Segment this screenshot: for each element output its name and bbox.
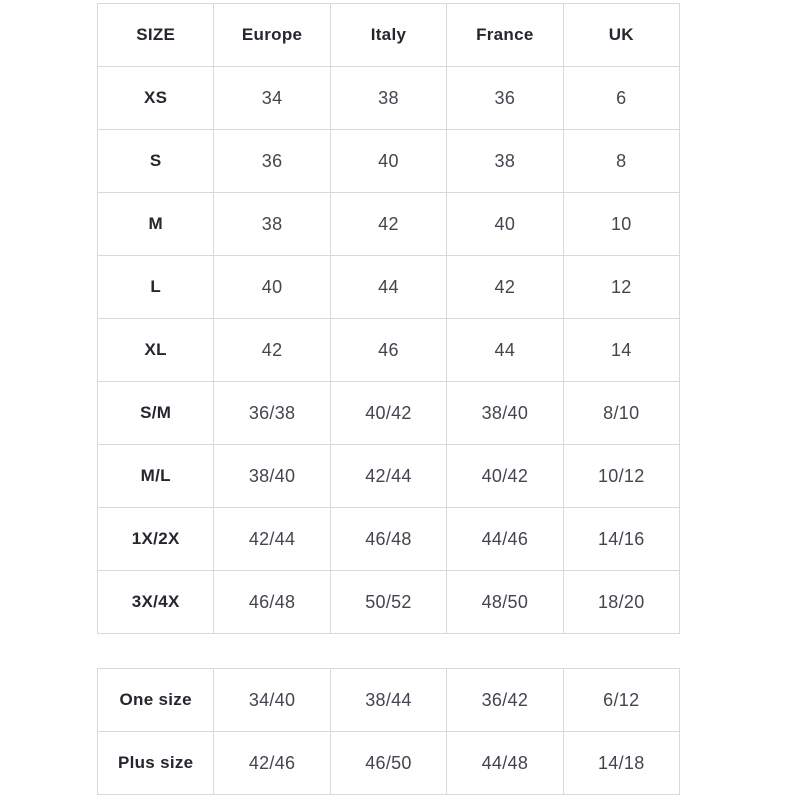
size-value: 50/52	[330, 571, 446, 634]
special-sizes-table	[97, 668, 680, 795]
size-row-s-m	[98, 382, 680, 445]
size-value: 14/16	[563, 508, 679, 571]
size-row-one-size	[98, 669, 680, 732]
size-label: 3X/4X	[98, 571, 214, 634]
size-value: 42/44	[330, 445, 446, 508]
size-value: 38	[330, 67, 446, 130]
header-row	[98, 4, 680, 67]
column-header-uk: UK	[563, 4, 679, 67]
size-row-1x-2x	[98, 508, 680, 571]
size-value: 42	[447, 256, 563, 319]
size-value: 42/44	[214, 508, 330, 571]
size-value: 14	[563, 319, 679, 382]
size-value: 36/38	[214, 382, 330, 445]
size-value: 38/40	[447, 382, 563, 445]
size-table-header	[98, 4, 680, 67]
size-value: 48/50	[447, 571, 563, 634]
size-row-plus-size	[98, 732, 680, 795]
size-value: 46	[330, 319, 446, 382]
size-row-xs	[98, 67, 680, 130]
column-header-italy: Italy	[330, 4, 446, 67]
size-value: 8	[563, 130, 679, 193]
size-value: 44	[447, 319, 563, 382]
size-label: S/M	[98, 382, 214, 445]
size-value: 38/40	[214, 445, 330, 508]
size-value: 14/18	[563, 732, 679, 795]
size-value: 44/48	[447, 732, 563, 795]
size-value: 12	[563, 256, 679, 319]
size-value: 18/20	[563, 571, 679, 634]
size-value: 40	[214, 256, 330, 319]
special-sizes-body	[98, 669, 680, 795]
size-value: 36/42	[447, 669, 563, 732]
size-value: 42	[214, 319, 330, 382]
column-header-size: SIZE	[98, 4, 214, 67]
size-value: 36	[214, 130, 330, 193]
size-table-body	[98, 67, 680, 634]
size-value: 46/48	[214, 571, 330, 634]
size-value: 10/12	[563, 445, 679, 508]
size-value: 42/46	[214, 732, 330, 795]
size-value: 40/42	[447, 445, 563, 508]
size-label: One size	[98, 669, 214, 732]
size-row-m	[98, 193, 680, 256]
size-value: 34	[214, 67, 330, 130]
size-row-l	[98, 256, 680, 319]
size-value: 36	[447, 67, 563, 130]
size-row-m-l	[98, 445, 680, 508]
size-value: 38/44	[330, 669, 446, 732]
size-label: XL	[98, 319, 214, 382]
size-value: 40	[330, 130, 446, 193]
size-value: 38	[214, 193, 330, 256]
size-value: 8/10	[563, 382, 679, 445]
size-value: 38	[447, 130, 563, 193]
size-label: S	[98, 130, 214, 193]
size-label: L	[98, 256, 214, 319]
size-row-xl	[98, 319, 680, 382]
size-value: 42	[330, 193, 446, 256]
size-value: 34/40	[214, 669, 330, 732]
size-row-s	[98, 130, 680, 193]
size-label: M/L	[98, 445, 214, 508]
size-value: 44/46	[447, 508, 563, 571]
size-label: XS	[98, 67, 214, 130]
size-value: 6/12	[563, 669, 679, 732]
size-conversion-table	[97, 3, 680, 634]
size-value: 44	[330, 256, 446, 319]
size-value: 10	[563, 193, 679, 256]
size-row-3x-4x	[98, 571, 680, 634]
size-label: Plus size	[98, 732, 214, 795]
size-label: 1X/2X	[98, 508, 214, 571]
column-header-europe: Europe	[214, 4, 330, 67]
size-value: 6	[563, 67, 679, 130]
column-header-france: France	[447, 4, 563, 67]
size-value: 46/48	[330, 508, 446, 571]
size-value: 40/42	[330, 382, 446, 445]
size-value: 40	[447, 193, 563, 256]
size-value: 46/50	[330, 732, 446, 795]
size-label: M	[98, 193, 214, 256]
